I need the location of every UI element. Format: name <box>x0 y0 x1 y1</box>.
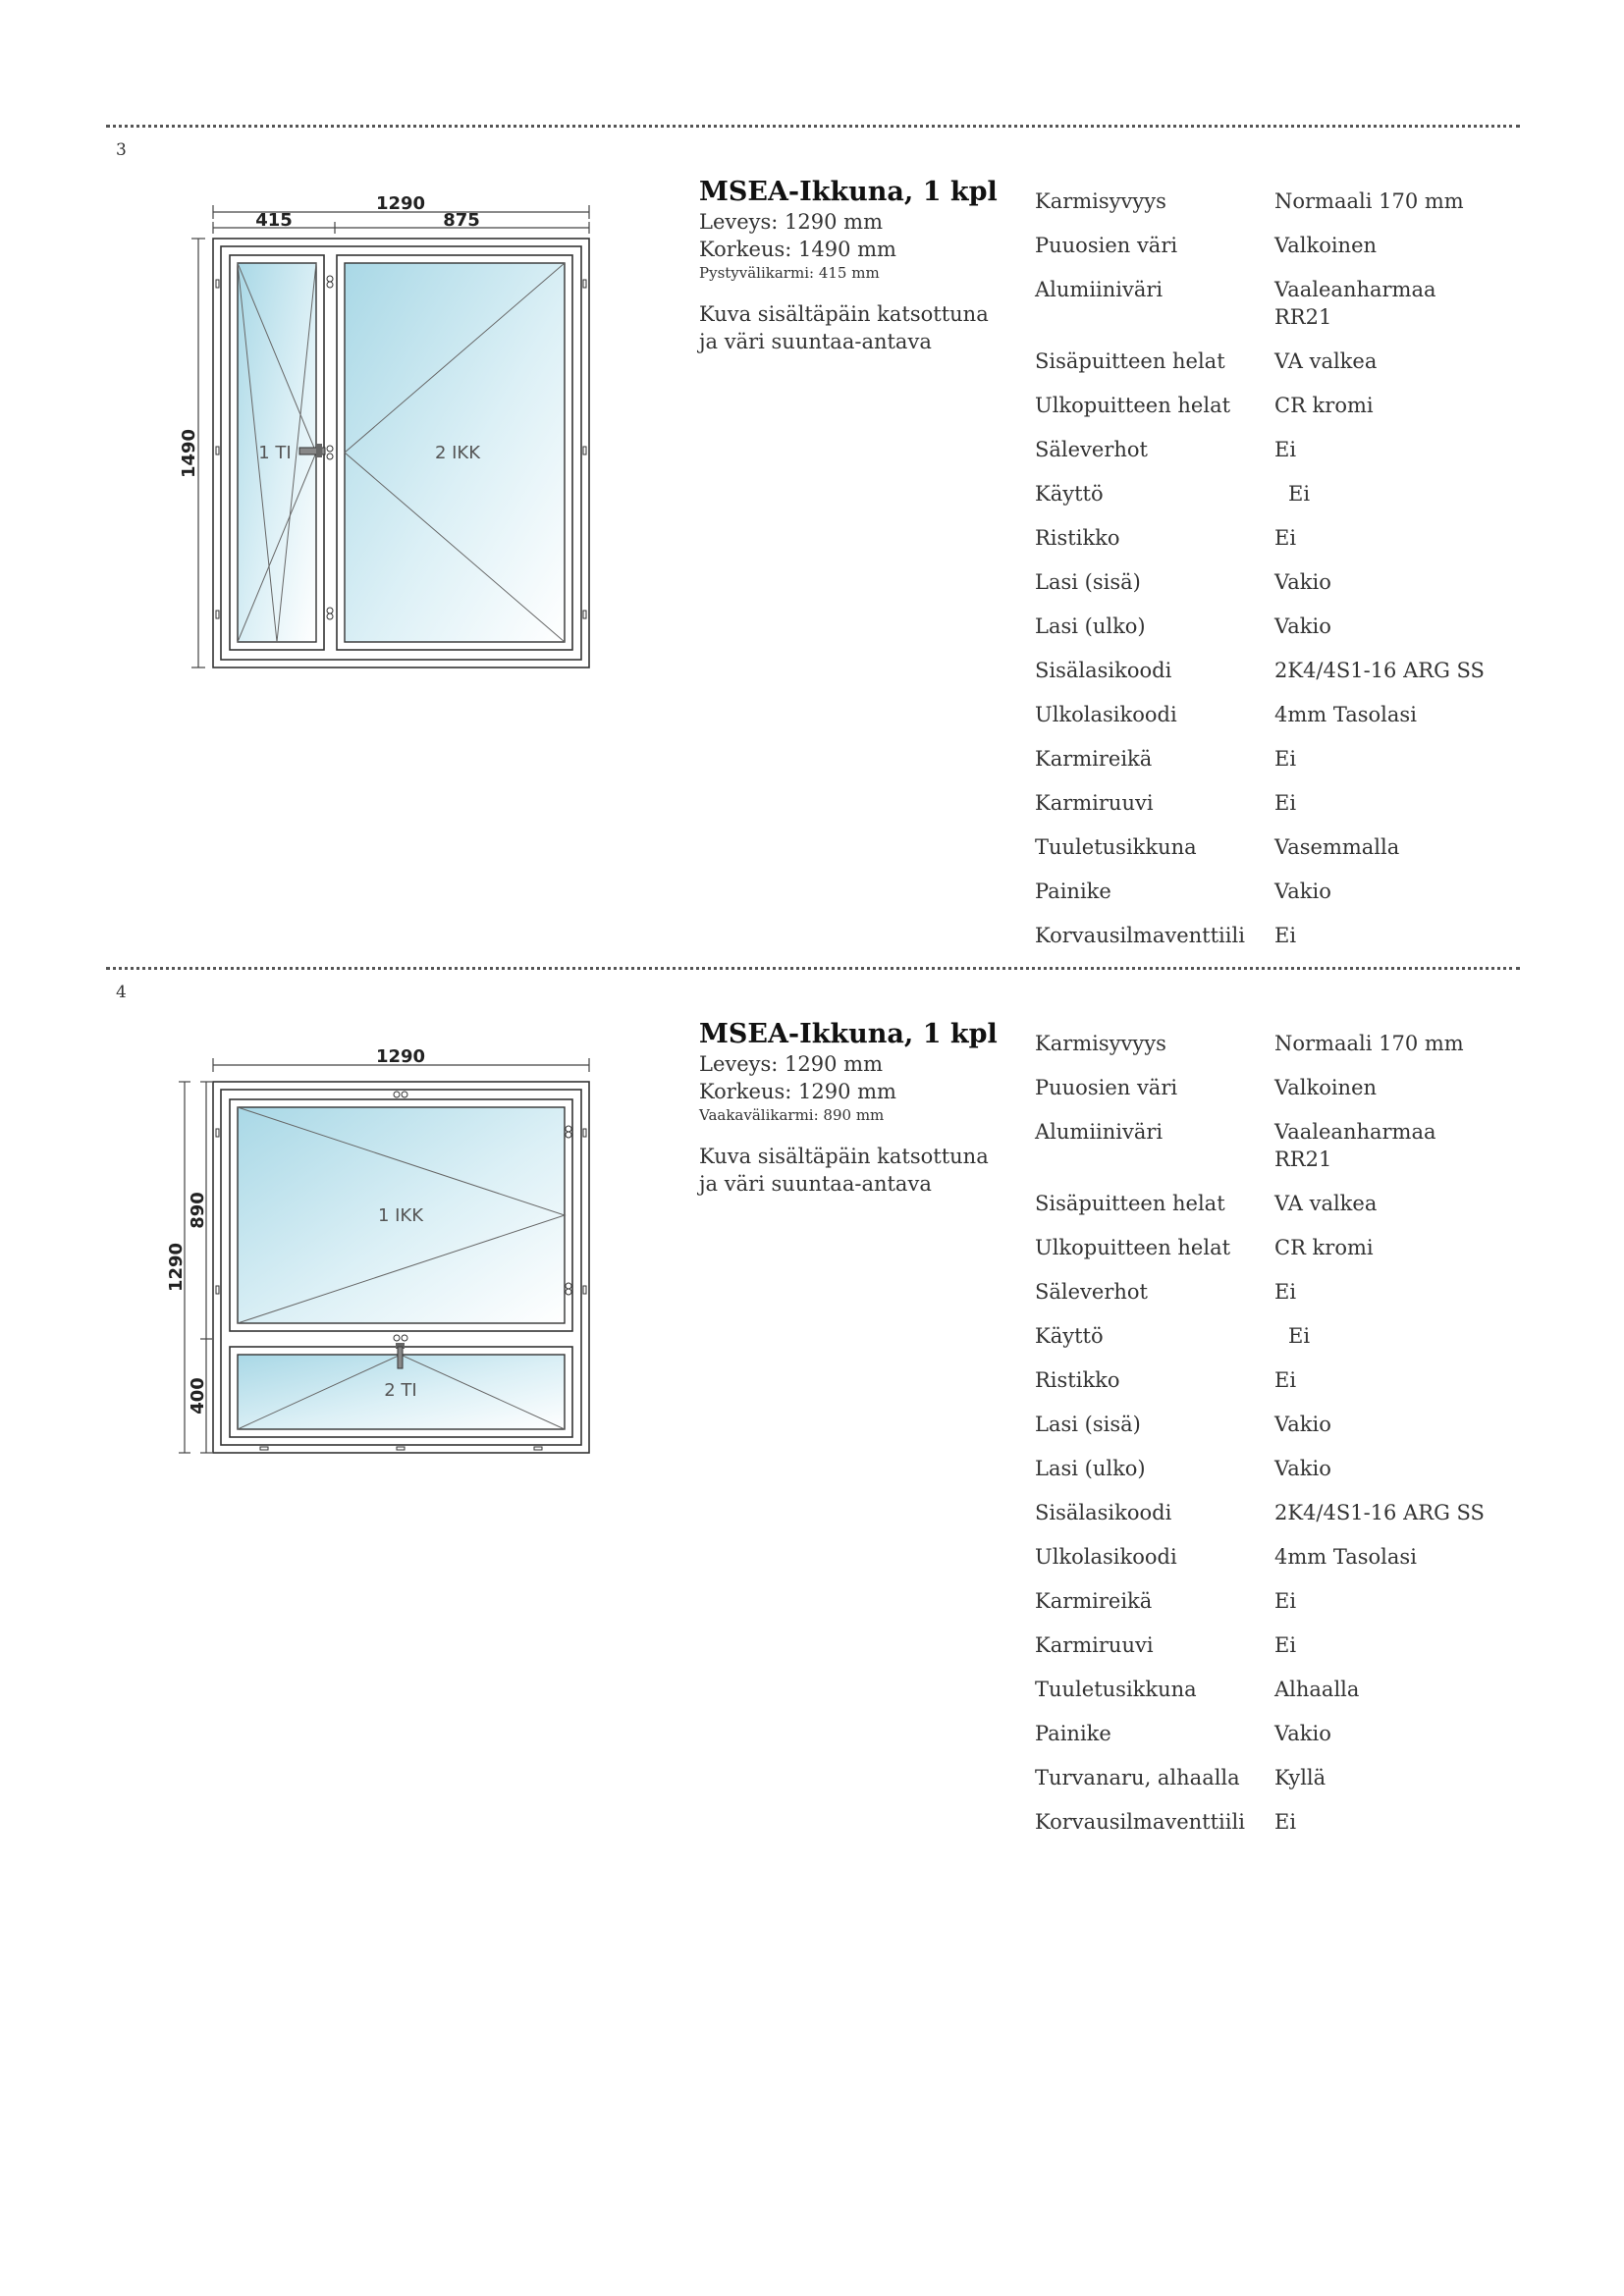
spec-label: Turvanaru, alhaalla <box>1035 1766 1240 1789</box>
spec-value: Ei <box>1274 791 1297 815</box>
spec-label: Lasi (sisä) <box>1035 570 1141 594</box>
spec-label: Painike <box>1035 1722 1111 1745</box>
item-note-line: ja väri suuntaa-antava <box>699 1172 932 1196</box>
spec-label: Alumiiniväri <box>1035 1120 1164 1144</box>
dim-right-width: 875 <box>443 210 480 231</box>
spec-label: Lasi (ulko) <box>1035 614 1146 638</box>
dim-overall-width: 1290 <box>375 193 426 214</box>
spec-label: Käyttö <box>1035 482 1104 506</box>
spec-row <box>1035 568 1506 596</box>
sash-label: 2 IKK <box>434 443 481 463</box>
item-width: Leveys: 1290 mm <box>699 1052 884 1076</box>
spec-label: Säleverhot <box>1035 1280 1148 1304</box>
spec-value: Alhaalla <box>1274 1678 1360 1701</box>
dim-overall-height: 1290 <box>166 1242 187 1293</box>
spec-row <box>1035 1411 1506 1438</box>
spec-label: Karmireikä <box>1035 1589 1153 1613</box>
spec-value: 2K4/4S1-16 ARG SS <box>1274 659 1485 682</box>
spec-row <box>1035 833 1506 861</box>
item-height: Korkeus: 1490 mm <box>699 238 896 261</box>
spec-label: Lasi (sisä) <box>1035 1413 1141 1436</box>
spec-row <box>1035 1278 1506 1306</box>
item-title: MSEA-Ikkuna, 1 kpl <box>699 177 998 207</box>
spec-value: VA valkea <box>1274 1192 1378 1215</box>
spec-value: Ei <box>1274 438 1297 461</box>
spec-row <box>1035 1234 1506 1261</box>
item-title: MSEA-Ikkuna, 1 kpl <box>699 1019 998 1049</box>
spec-value: 4mm Tasolasi <box>1274 1545 1417 1569</box>
spec-label: Ulkopuitteen helat <box>1035 394 1231 417</box>
spec-row <box>1035 657 1506 684</box>
spec-label: Puuosien väri <box>1035 234 1178 257</box>
spec-row <box>1035 232 1506 259</box>
spec-row <box>1035 1030 1506 1057</box>
spec-row <box>1035 1190 1506 1217</box>
spec-label: Sisälasikoodi <box>1035 659 1172 682</box>
spec-value: CR kromi <box>1274 1236 1374 1259</box>
spec-value: Ei <box>1274 1280 1297 1304</box>
spec-value: Vakio <box>1274 1413 1331 1436</box>
spec-row <box>1035 1543 1506 1571</box>
dim-bottom-height: 400 <box>188 1377 208 1415</box>
spec-value: Ei <box>1288 482 1311 506</box>
spec-label: Tuuletusikkuna <box>1035 1678 1197 1701</box>
window-drawing <box>177 187 609 677</box>
spec-value: Vakio <box>1274 1722 1331 1745</box>
spec-row <box>1035 436 1506 463</box>
item-note-line: Kuva sisältäpäin katsottuna <box>699 1145 989 1168</box>
sash-label: 2 TI <box>384 1380 417 1401</box>
spec-label: Säleverhot <box>1035 438 1148 461</box>
spec-label: Karmireikä <box>1035 747 1153 771</box>
spec-row <box>1035 1676 1506 1703</box>
spec-value: Ei <box>1274 526 1297 550</box>
section-divider <box>106 967 1520 970</box>
item-note <box>699 300 998 355</box>
spec-label: Karmiruuvi <box>1035 1633 1154 1657</box>
spec-value: Vaaleanharmaa RR21 <box>1274 278 1436 329</box>
spec-value: Ei <box>1274 1810 1297 1834</box>
dim-overall-width: 1290 <box>375 1046 426 1067</box>
spec-value: Valkoinen <box>1274 1076 1378 1099</box>
section-divider <box>106 125 1520 128</box>
position-number: 3 <box>116 140 127 160</box>
spec-value: Vakio <box>1274 570 1331 594</box>
spec-value: Vaaleanharmaa RR21 <box>1274 1120 1436 1171</box>
spec-label: Käyttö <box>1035 1324 1104 1348</box>
spec-row <box>1035 1808 1506 1836</box>
spec-value: Ei <box>1288 1324 1311 1348</box>
spec-row <box>1035 613 1506 640</box>
item-info <box>699 177 998 355</box>
item-note-line: ja väri suuntaa-antava <box>699 330 932 353</box>
item-mullion: Vaakavälikarmi: 890 mm <box>699 1106 885 1124</box>
spec-row <box>1035 789 1506 817</box>
spec-value: Kyllä <box>1274 1766 1326 1789</box>
spec-label: Puuosien väri <box>1035 1076 1178 1099</box>
sash-label: 1 IKK <box>377 1205 424 1226</box>
spec-table <box>1035 187 1506 966</box>
sash-label: 1 TI <box>258 443 292 463</box>
spec-row <box>1035 1631 1506 1659</box>
spec-label: Karmisyvyys <box>1035 189 1166 213</box>
spec-label: Korvausilmaventtiili <box>1035 924 1245 947</box>
spec-label: Lasi (ulko) <box>1035 1457 1146 1480</box>
spec-value: Ei <box>1274 924 1297 947</box>
spec-value: Ei <box>1274 1368 1297 1392</box>
spec-row <box>1035 1322 1506 1350</box>
dim-top-height: 890 <box>188 1192 208 1229</box>
spec-value: Vasemmalla <box>1274 835 1400 859</box>
spec-row <box>1035 745 1506 773</box>
spec-label: Karmiruuvi <box>1035 791 1154 815</box>
spec-value: 4mm Tasolasi <box>1274 703 1417 726</box>
item-note <box>699 1143 998 1198</box>
item-width: Leveys: 1290 mm <box>699 210 884 234</box>
dim-overall-height: 1490 <box>179 428 199 479</box>
spec-row <box>1035 392 1506 419</box>
spec-row <box>1035 701 1506 728</box>
spec-row <box>1035 1720 1506 1747</box>
spec-label: Ulkopuitteen helat <box>1035 1236 1231 1259</box>
spec-value: Vakio <box>1274 880 1331 903</box>
spec-row <box>1035 524 1506 552</box>
spec-row <box>1035 878 1506 905</box>
spec-label: Ristikko <box>1035 526 1120 550</box>
spec-label: Sisälasikoodi <box>1035 1501 1172 1524</box>
spec-row <box>1035 1764 1506 1791</box>
spec-label: Karmisyvyys <box>1035 1032 1166 1055</box>
spec-label: Korvausilmaventtiili <box>1035 1810 1245 1834</box>
item-mullion: Pystyvälikarmi: 415 mm <box>699 264 880 282</box>
spec-value: Vakio <box>1274 1457 1331 1480</box>
spec-value: CR kromi <box>1274 394 1374 417</box>
spec-value: Valkoinen <box>1274 234 1378 257</box>
spec-value: Ei <box>1274 1589 1297 1613</box>
item-height: Korkeus: 1290 mm <box>699 1080 896 1103</box>
spec-value: Ei <box>1274 747 1297 771</box>
spec-row <box>1035 1366 1506 1394</box>
spec-row <box>1035 480 1506 507</box>
spec-value: VA valkea <box>1274 349 1378 373</box>
spec-row <box>1035 1455 1506 1482</box>
item-info <box>699 1019 998 1198</box>
spec-row <box>1035 347 1506 375</box>
spec-row <box>1035 922 1506 949</box>
item-note-line: Kuva sisältäpäin katsottuna <box>699 302 989 326</box>
spec-label: Sisäpuitteen helat <box>1035 349 1225 373</box>
spec-row <box>1035 276 1506 331</box>
spec-label: Sisäpuitteen helat <box>1035 1192 1225 1215</box>
spec-value: Ei <box>1274 1633 1297 1657</box>
spec-label: Painike <box>1035 880 1111 903</box>
dim-left-width: 415 <box>255 210 293 231</box>
window-drawing <box>166 1041 609 1463</box>
spec-row <box>1035 187 1506 215</box>
spec-value: 2K4/4S1-16 ARG SS <box>1274 1501 1485 1524</box>
spec-row <box>1035 1499 1506 1526</box>
spec-value: Normaali 170 mm <box>1274 189 1464 213</box>
spec-value: Normaali 170 mm <box>1274 1032 1464 1055</box>
spec-row <box>1035 1118 1506 1173</box>
spec-row <box>1035 1074 1506 1101</box>
spec-value: Vakio <box>1274 614 1331 638</box>
spec-label: Ulkolasikoodi <box>1035 703 1177 726</box>
spec-label: Alumiiniväri <box>1035 278 1164 301</box>
position-number: 4 <box>116 983 127 1002</box>
spec-table <box>1035 1030 1506 1852</box>
spec-row <box>1035 1587 1506 1615</box>
spec-label: Tuuletusikkuna <box>1035 835 1197 859</box>
spec-label: Ristikko <box>1035 1368 1120 1392</box>
spec-label: Ulkolasikoodi <box>1035 1545 1177 1569</box>
